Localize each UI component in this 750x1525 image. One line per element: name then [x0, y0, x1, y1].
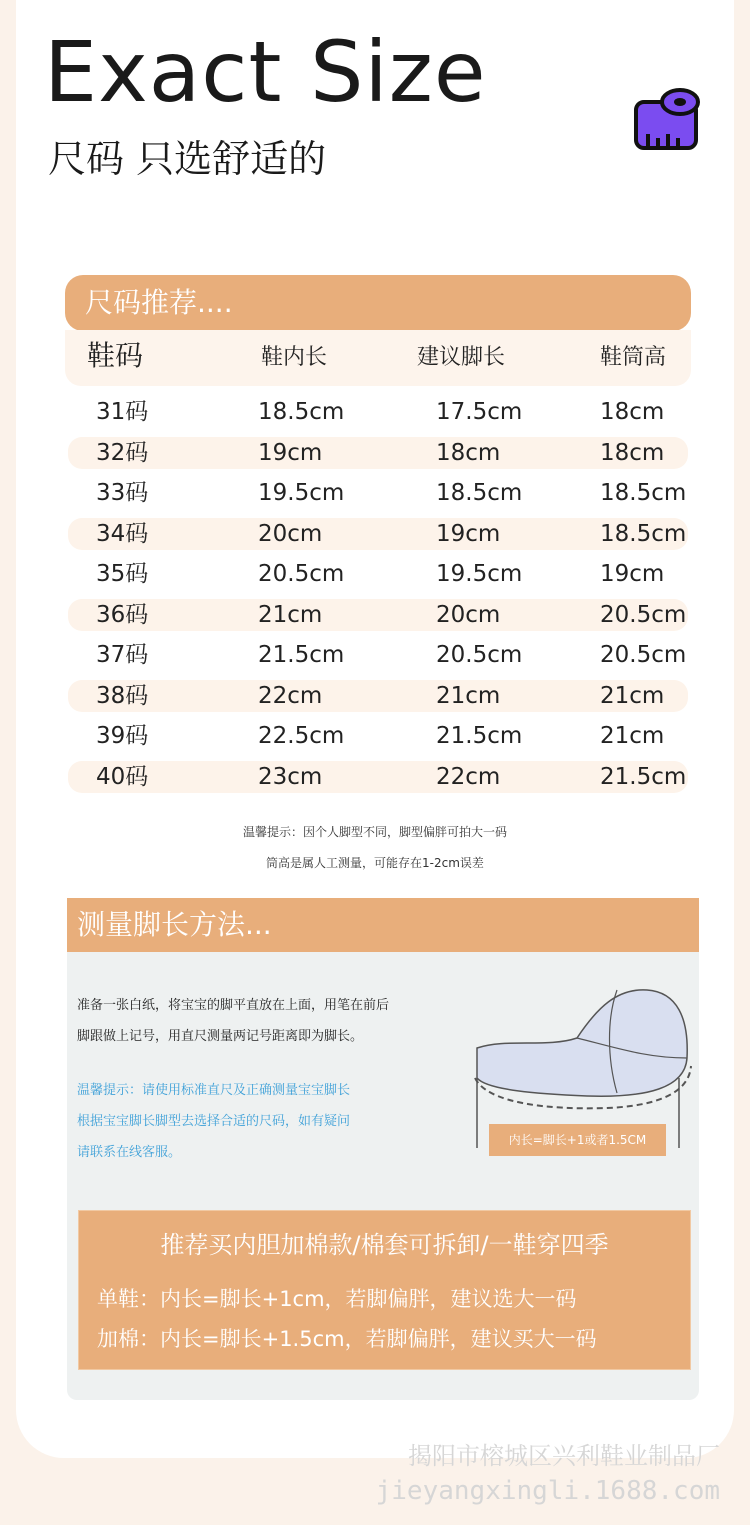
cell-inner-length: 23cm [258, 763, 323, 790]
recommendation-single-shoe: 单鞋：内长=脚长+1cm，若脚偏胖，建议选大一码 [97, 1287, 577, 1311]
method-instruction-line: 准备一张白纸，将宝宝的脚平直放在上面，用笔在前后 [77, 998, 390, 1013]
cell-size: 32码 [96, 439, 149, 466]
page-title: Exact Size [44, 23, 487, 121]
cell-shaft-height: 21cm [600, 682, 665, 709]
cell-inner-length: 20cm [258, 520, 323, 547]
inner-length-formula: 内长=脚长+1或者1.5CM [489, 1124, 666, 1156]
cell-size: 36码 [96, 601, 149, 628]
recommendation-padded-shoe: 加棉：内长=脚长+1.5cm，若脚偏胖，建议买大一码 [97, 1327, 597, 1351]
cell-shaft-height: 20.5cm [600, 642, 687, 668]
column-shaft-height: 鞋筒高 [600, 345, 667, 370]
column-shoe-size: 鞋码 [87, 339, 144, 372]
recommendation-box [78, 1210, 691, 1370]
cell-size: 38码 [96, 682, 149, 709]
cell-shaft-height: 18cm [600, 439, 665, 466]
size-note-height: 筒高是属人工测量，可能存在1-2cm误差 [266, 856, 484, 870]
method-tip-line: 请联系在线客服。 [77, 1145, 182, 1160]
column-foot-length: 建议脚长 [417, 345, 506, 370]
cell-size: 35码 [96, 561, 149, 587]
table-row [68, 633, 688, 674]
cell-foot-length: 17.5cm [436, 399, 523, 425]
cell-foot-length: 19cm [436, 520, 501, 547]
cell-shaft-height: 18.5cm [600, 480, 687, 506]
cell-shaft-height: 21cm [600, 723, 665, 749]
table-row [68, 390, 688, 431]
cell-shaft-height: 18cm [600, 399, 665, 425]
measure-method-header: 测量脚长方法... [67, 898, 699, 952]
size-table-body [68, 390, 688, 795]
page-subtitle: 尺码 只选舒适的 [48, 137, 327, 181]
column-inner-length: 鞋内长 [261, 345, 328, 370]
size-table-column-header [65, 330, 691, 386]
cell-size: 33码 [96, 480, 149, 506]
cell-inner-length: 18.5cm [258, 399, 345, 425]
cell-foot-length: 19.5cm [436, 561, 523, 587]
watermark-url: jieyangxingli.1688.com [375, 1476, 720, 1506]
cell-foot-length: 18cm [436, 439, 501, 466]
watermark-company: 揭阳市榕城区兴利鞋业制品厂 [408, 1442, 720, 1470]
cell-size: 34码 [96, 520, 149, 547]
cell-size: 31码 [96, 399, 149, 425]
measure-method-panel [67, 952, 699, 1400]
cell-shaft-height: 20.5cm [600, 601, 687, 628]
tape-measure-icon [630, 82, 704, 154]
table-row [68, 431, 688, 472]
shoe-illustration [467, 978, 697, 1148]
cell-foot-length: 21cm [436, 682, 501, 709]
cell-size: 39码 [96, 723, 149, 749]
method-tip-line: 根据宝宝脚长脚型去选择合适的尺码，如有疑问 [77, 1114, 351, 1129]
cell-inner-length: 19.5cm [258, 480, 345, 506]
table-row [68, 755, 688, 796]
table-row [68, 552, 688, 593]
table-row [68, 512, 688, 553]
cell-inner-length: 19cm [258, 439, 323, 466]
cell-shaft-height: 19cm [600, 561, 665, 587]
cell-inner-length: 20.5cm [258, 561, 345, 587]
method-tip-line: 温馨提示：请使用标准直尺及正确测量宝宝脚长 [77, 1083, 351, 1098]
size-note-fit: 温馨提示：因个人脚型不同，脚型偏胖可拍大一码 [242, 825, 507, 839]
cell-inner-length: 21cm [258, 601, 323, 628]
table-row [68, 674, 688, 715]
cell-foot-length: 20.5cm [436, 642, 523, 668]
size-recommend-header: 尺码推荐.... [65, 275, 691, 331]
cell-shaft-height: 21.5cm [600, 763, 687, 790]
cell-foot-length: 21.5cm [436, 723, 523, 749]
cell-size: 40码 [96, 763, 149, 790]
cell-foot-length: 20cm [436, 601, 501, 628]
cell-inner-length: 21.5cm [258, 642, 345, 668]
cell-inner-length: 22.5cm [258, 723, 345, 749]
table-row [68, 471, 688, 512]
table-row [68, 714, 688, 755]
recommendation-title: 推荐买内胆加棉款/棉套可拆卸/一鞋穿四季 [160, 1231, 609, 1259]
method-instruction-line: 脚跟做上记号，用直尺测量两记号距离即为脚长。 [77, 1029, 364, 1044]
cell-foot-length: 22cm [436, 763, 501, 790]
cell-foot-length: 18.5cm [436, 480, 523, 506]
table-row [68, 593, 688, 634]
cell-size: 37码 [96, 642, 149, 668]
cell-inner-length: 22cm [258, 682, 323, 709]
cell-shaft-height: 18.5cm [600, 520, 687, 547]
